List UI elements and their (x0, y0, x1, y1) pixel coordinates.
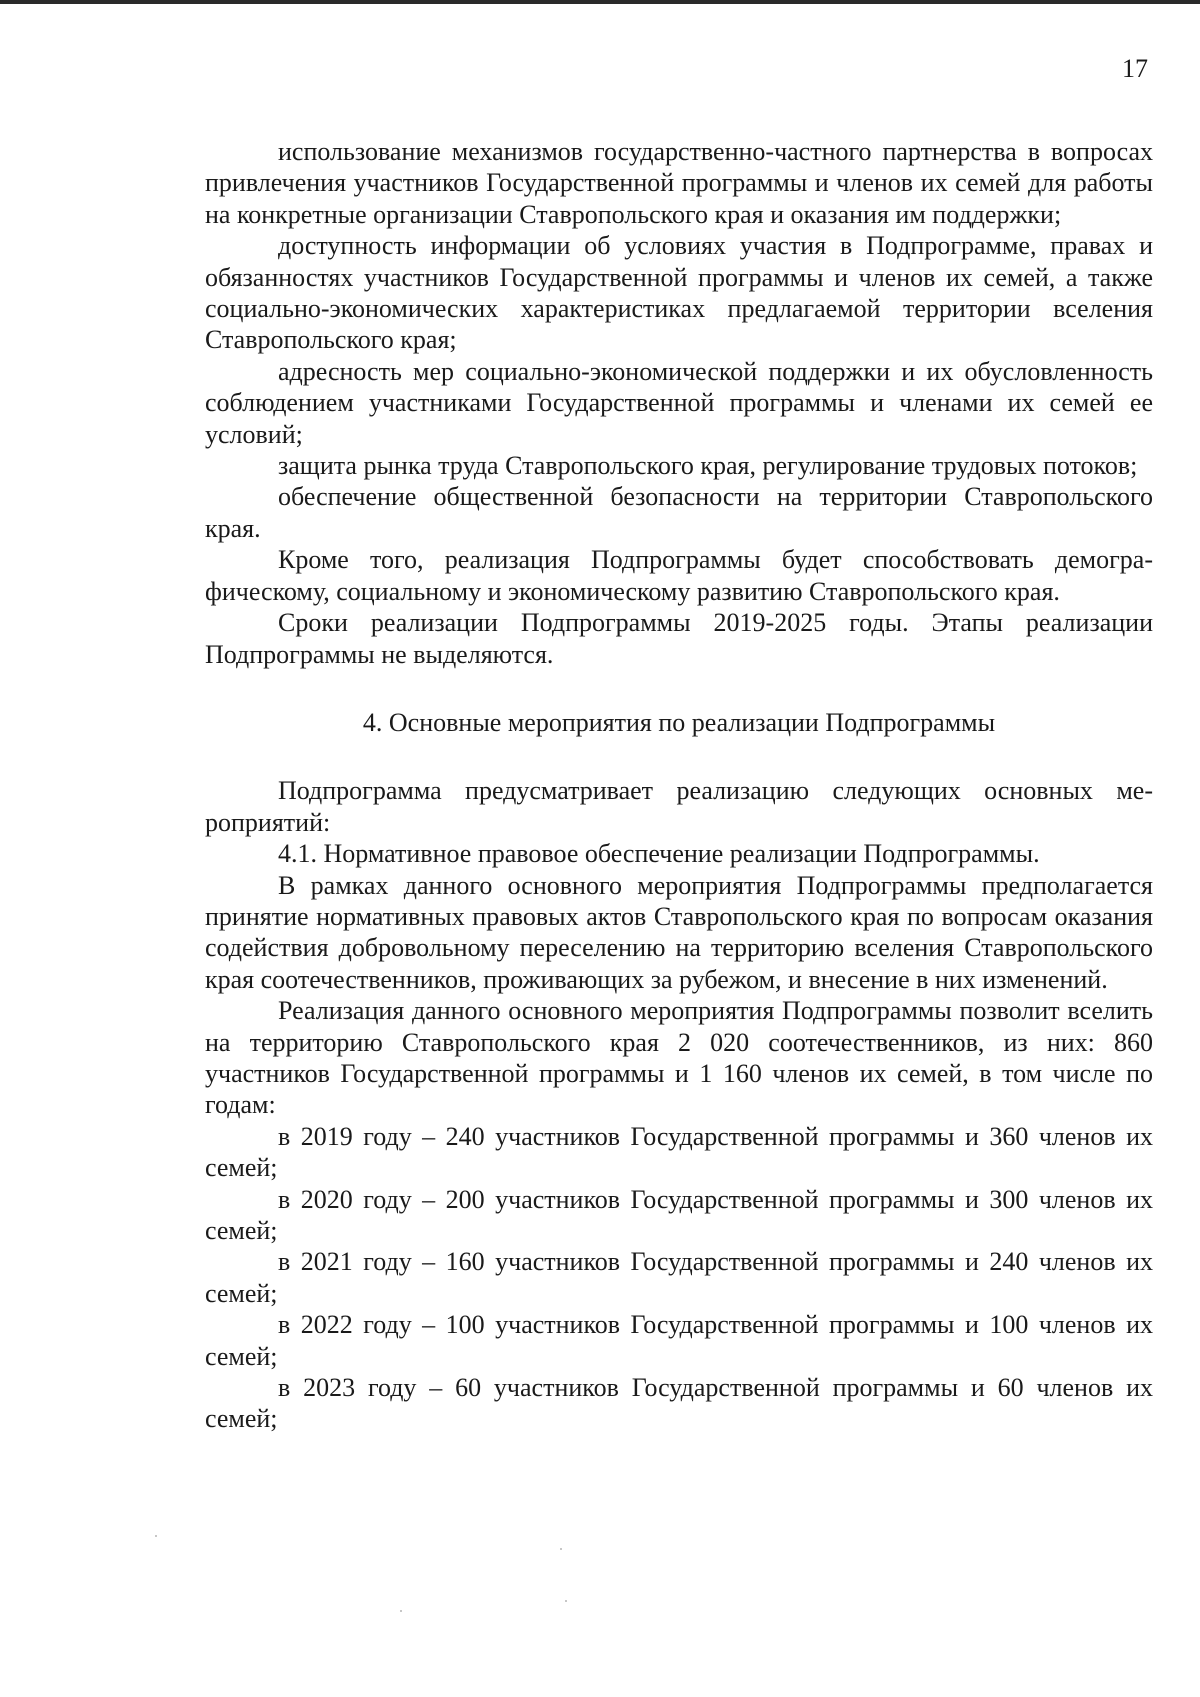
document-body (205, 136, 1153, 1435)
list-item: в 2021 году – 160 участников Государственной программы и 240 членов их семей; (205, 1247, 1153, 1308)
paragraph: адресность мер социально-экономической поддержки и их обусловленность соблюдением участниками Государственной программы и членами их семей ее условий; (205, 356, 1153, 449)
scan-speck (155, 1535, 157, 1537)
paragraph: В рамках данного основного мероприятия Подпрограммы предполагается принятие нормативных правовых актов Ставропольского края по вопросам оказания содействия добровольному переселению на территорию вселения Ставропольского края соотечественников, проживающих за рубежом, и внесение в них изменений. (205, 870, 1153, 994)
paragraph: Кроме того, реализация Подпрограммы будет способствовать демографическому, социальному и экономическому развитию Ставропольского края. (205, 545, 1153, 606)
paragraph: Подпрограмма предусматривает реализацию следующих основных мероприятий: (205, 776, 1153, 837)
list-item: в 2023 году – 60 участников Государственной программы и 60 членов их семей; (205, 1373, 1153, 1434)
list-item: в 2019 году – 240 участников Государственной программы и 360 членов их семей; (205, 1121, 1153, 1183)
page-top-border (0, 0, 1200, 4)
list-item: в 2022 году – 100 участников Государственной программы и 100 членов их семей; (205, 1310, 1153, 1371)
paragraph: 4.1. Нормативное правовое обеспечение реализации Подпрограммы. (278, 839, 1040, 869)
paragraph: обеспечение общественной безопасности на территории Ставропольского края. (205, 482, 1153, 543)
scan-speck (560, 1548, 562, 1550)
page-number: 17 (1122, 54, 1148, 83)
paragraph: использование механизмов государственно-частного партнерства в вопросах привлечения участников Государственной программы и членов их семей для работы на конкретные организации Ставропольского края и оказания им поддержки; (205, 137, 1153, 229)
section-heading: 4. Основные мероприятия по реализации Подпрограммы (362, 707, 996, 737)
paragraph: защита рынка труда Ставропольского края, регулирование трудовых потоков; (278, 451, 1138, 481)
list-item: в 2020 году – 200 участников Государственной программы и 300 членов их семей; (205, 1184, 1153, 1245)
paragraph: доступность информации об условиях участия в Подпрограмме, правах и обязанностях участников Государственной программы и членов их семей, а также социально-экономических характеристиках предлагаемой территории вселения Ставропольского края; (205, 231, 1153, 355)
paragraph: Сроки реализации Подпрограммы 2019-2025 годы. Этапы реализации Подпрограммы не выделяются. (205, 608, 1153, 669)
scan-speck (400, 1610, 402, 1612)
paragraph: Реализация данного основного мероприятия Подпрограммы позволит вселить на территорию Ставропольского края 2 020 соотечественников, из них: 860 участников Государственной программы и 1 160 членов их семей, в том числе по годам: (205, 996, 1153, 1120)
scan-speck (565, 1600, 567, 1602)
